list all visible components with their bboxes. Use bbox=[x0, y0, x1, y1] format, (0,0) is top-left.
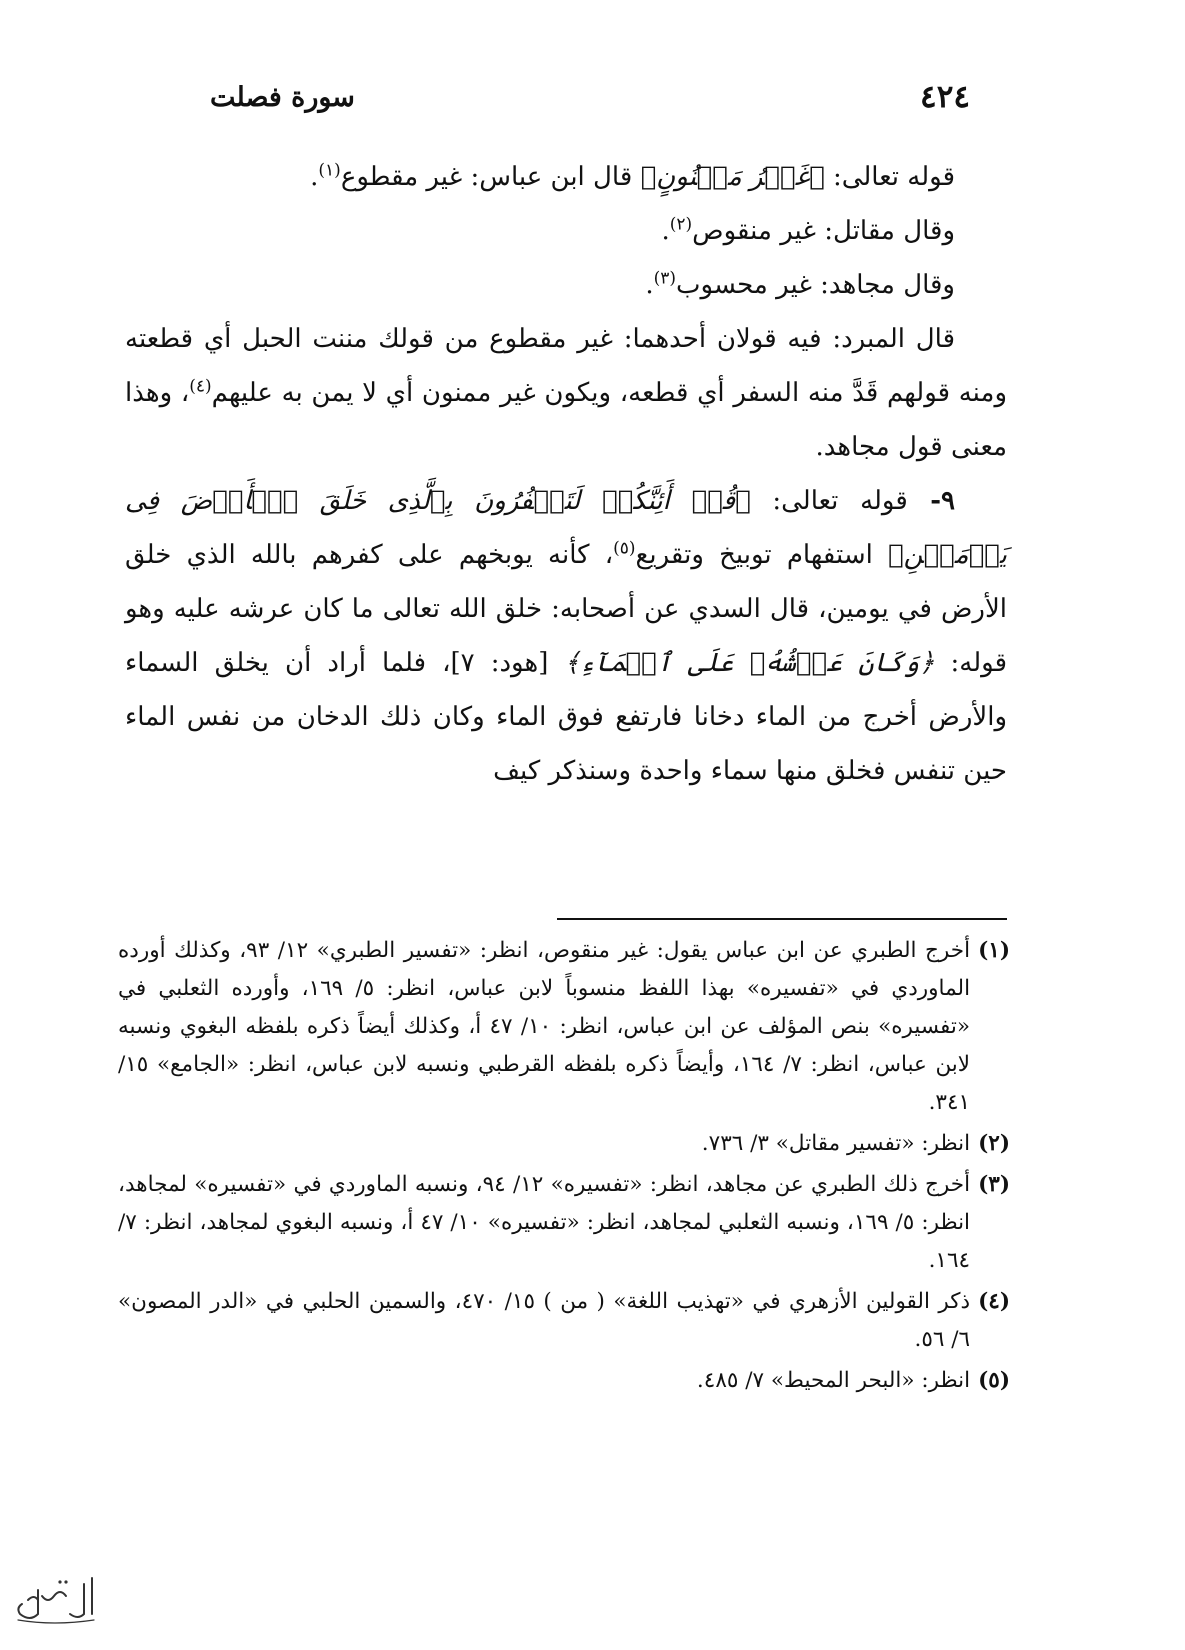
p5-text3: [هود: ٧]، فلما أراد أن يخلق السماء والأرض أخرج من الماء دخانا فارتفع فوق الماء وكان ذلك الدخان من نفس الماء حين تنفس فخلق منها سماء واحدة وسنذكر كيف bbox=[125, 648, 1007, 786]
p5-text2: ، كأنه يوبخهم على كفرهم بالله الذي خلق الأرض في يومين، قال السدي عن أصحابه: خلق الله تعالى ما كان عرشه عليه وهو قوله: bbox=[125, 540, 1008, 678]
quran-quote: ﴿وَكَانَ عَرۡشُهُۥ عَلَى ٱلۡمَآءِ﴾ bbox=[564, 648, 935, 678]
footnote-1 bbox=[118, 932, 1010, 1122]
paragraph-1 bbox=[125, 150, 1007, 204]
p4-text: قال المبرد: فيه قولان أحدهما: غير مقطوع من قولك مننت الحبل أي قطعته ومنه قولهم قَدَّ منه السفر أي قطعه، ويكون غير ممنون أي لا يمن به عليهم bbox=[125, 324, 1008, 408]
p5-text1: استفهام توبيخ وتقريع bbox=[635, 540, 889, 570]
library-stamp-logo bbox=[8, 1570, 100, 1628]
page-number: ٤٢٤ bbox=[920, 79, 970, 115]
footnote-text: انظر: «البحر المحيط» ٧/ ٤٨٥. bbox=[696, 1368, 971, 1393]
footnote-ref: (٥) bbox=[613, 538, 636, 559]
surah-title: سورة فصلت bbox=[210, 81, 355, 113]
footnote-number: (٢) bbox=[978, 1131, 1010, 1156]
footnote-number: (٤) bbox=[978, 1289, 1010, 1314]
footnote-number: (١) bbox=[978, 938, 1010, 963]
p3-text: وقال مجاهد: غير محسوب bbox=[676, 270, 955, 300]
p4-end: ، وهذا معنى قول مجاهد. bbox=[125, 378, 1007, 462]
footnote-text: انظر: «تفسير مقاتل» ٣/ ٧٣٦. bbox=[701, 1131, 971, 1156]
footnotes bbox=[118, 932, 1010, 1403]
footnote-2 bbox=[118, 1125, 1010, 1163]
footnote-divider bbox=[557, 918, 1007, 920]
p1-end: . bbox=[310, 162, 319, 192]
paragraph-4 bbox=[125, 312, 1007, 474]
footnote-ref: (٤) bbox=[189, 376, 212, 397]
footnote-3 bbox=[118, 1166, 1010, 1280]
footnote-ref: (٣) bbox=[653, 268, 677, 289]
quran-quote: ﴿غَيۡرُ مَمۡنُونٍ﴾ bbox=[640, 162, 825, 192]
p3-end: . bbox=[645, 270, 654, 300]
paragraph-5 bbox=[125, 474, 1007, 798]
footnote-ref: (١) bbox=[318, 160, 341, 181]
p5-intro: قوله تعالى: bbox=[750, 486, 908, 516]
p2-end: . bbox=[661, 216, 670, 246]
paragraph-2 bbox=[125, 204, 1007, 258]
footnote-number: (٥) bbox=[978, 1368, 1010, 1393]
footnote-text: أخرج ذلك الطبري عن مجاهد، انظر: «تفسيره» ١٢/ ٩٤، ونسبه الماوردي في «تفسيره» لمجاهد، انظر: ٥/ ١٦٩، ونسبه الثعلبي لمجاهد، انظر: «تفسيره» ١٠/ ٤٧ أ، ونسبه البغوي لمجاهد، انظر: ٧/ ١٦٤. bbox=[118, 1172, 971, 1273]
footnote-number: (٣) bbox=[978, 1172, 1010, 1197]
verse-number: ٩- bbox=[907, 486, 955, 516]
footnote-5 bbox=[118, 1362, 1010, 1400]
footnote-text: أخرج الطبري عن ابن عباس يقول: غير منقوص، انظر: «تفسير الطبري» ١٢/ ٩٣، وكذلك أورده الماوردي في «تفسيره» بهذا اللفظ منسوباً لابن عباس، انظر: ٥/ ١٦٩، وأورده الثعلبي في «تفسيره» بنص المؤلف عن ابن عباس، انظر: ١٠/ ٤٧ أ، وكذلك أيضاً ذكره بلفظه البغوي ونسبه لابن عباس، انظر: ٧/ ١٦٤، وأيضاً ذكره بلفظه القرطبي ونسبه لابن عباس، انظر: «الجامع» ١٥/ ٣٤١. bbox=[118, 938, 971, 1115]
paragraph-3 bbox=[125, 258, 1007, 312]
p1-text: قال ابن عباس: غير مقطوع bbox=[340, 162, 641, 192]
main-text bbox=[125, 150, 1007, 798]
footnote-4 bbox=[118, 1283, 1010, 1359]
footnote-ref: (٢) bbox=[669, 214, 693, 235]
page-header bbox=[210, 72, 970, 122]
quran-quote: ﴿قُلۡ أَئِنَّكُمۡ لَتَكۡفُرُونَ بِٱلَّذِی خَلَقَ ٱلۡأَرۡضَ فِی یَوۡمَیۡنِ﴾ bbox=[125, 486, 1008, 570]
p1-intro: قوله تعالى: bbox=[824, 162, 955, 192]
p2-text: وقال مقاتل: غير منقوص bbox=[692, 216, 955, 246]
footnote-text: ذكر القولين الأزهري في «تهذيب اللغة» ( من ) ١٥/ ٤٧٠، والسمين الحلبي في «الدر المصون» ٦/ ٥٦. bbox=[118, 1289, 971, 1352]
